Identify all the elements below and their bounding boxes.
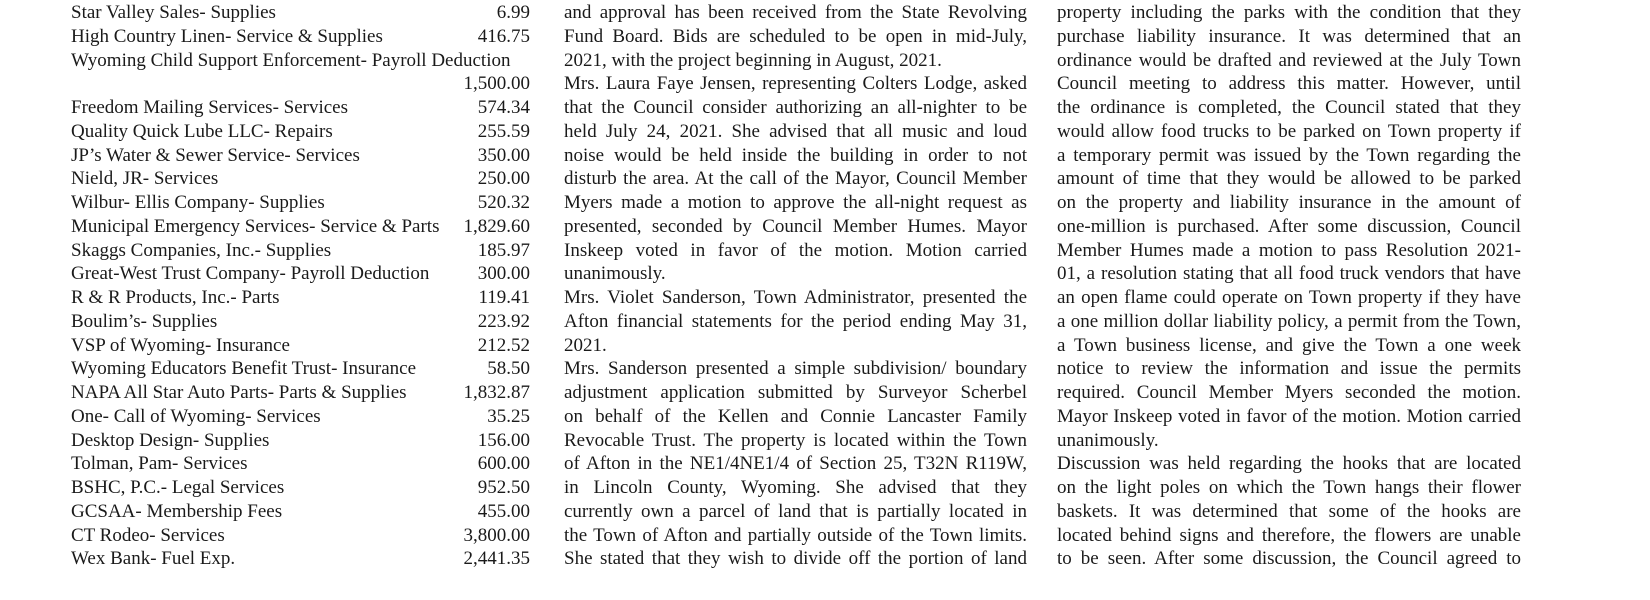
claim-amount: 223.92	[477, 310, 530, 332]
claim-vendor: CT Rodeo- Services	[71, 524, 225, 546]
claim-row	[71, 49, 530, 73]
text-line: Member Humes made a motion to pass Resolution 2021-	[1057, 239, 1521, 261]
text-line: Inskeep voted in favor of the motion. Motion carried	[564, 239, 1027, 261]
claim-vendor: R & R Products, Inc.- Parts	[71, 287, 280, 308]
text-line: ordinance would be drafted and reviewed at the July Town	[1057, 49, 1521, 71]
claim-row	[71, 334, 530, 358]
claim-vendor: GCSAA- Membership Fees	[71, 500, 283, 522]
text-line: presented, seconded by Council Member Humes. Mayor	[564, 215, 1027, 237]
text-line: 2021.	[564, 334, 607, 356]
text-line: on behalf of the Kellen and Connie Lancaster Family	[564, 405, 1027, 427]
claim-vendor: High Country Linen- Service & Supplies	[71, 25, 383, 47]
text-line: an open flame could operate on Town property if they have	[1057, 287, 1521, 308]
text-line: baskets. It was determined that some of the hooks are	[1057, 500, 1521, 522]
claim-amount: 952.50	[477, 477, 530, 498]
claim-amount: 520.32	[477, 192, 530, 213]
claim-row	[71, 357, 530, 381]
text-line: adjustment application submitted by Surveyor Scherbel	[564, 382, 1027, 403]
text-line: Discussion was held regarding the hooks that are located	[1057, 453, 1521, 475]
claim-amount: 1,832.87	[463, 382, 530, 403]
claim-row	[71, 405, 530, 429]
text-line: Mrs. Sanderson presented a simple subdivision/ boundary	[564, 358, 1027, 380]
claim-amount: 6.99	[496, 2, 530, 23]
claim-row	[71, 215, 530, 239]
claim-row	[71, 381, 530, 405]
claim-vendor: BSHC, P.C.- Legal Services	[71, 477, 285, 498]
claim-vendor: Freedom Mailing Services- Services	[71, 97, 349, 118]
claim-amount: 600.00	[477, 453, 530, 475]
text-line: amount of time that they would be allowed to be parked	[1057, 168, 1521, 190]
text-line: 01, a resolution stating that all food truck vendors that have	[1057, 263, 1521, 285]
text-line: noise would be held inside the building in order to not	[564, 144, 1027, 166]
claim-vendor: Wilbur- Ellis Company- Supplies	[71, 192, 325, 213]
claim-amount: 300.00	[477, 263, 530, 285]
text-line: notice to review the information and issue the permits	[1057, 358, 1521, 380]
claim-vendor: JP’s Water & Sewer Service- Services	[71, 144, 360, 166]
text-line: 2021, with the project beginning in August, 2021.	[564, 49, 942, 71]
claim-amount: 350.00	[477, 144, 530, 166]
text-line: She stated that they wish to divide off the portion of land	[564, 548, 1027, 570]
claim-vendor: Wex Bank- Fuel Exp.	[71, 548, 236, 570]
text-line: unanimously.	[564, 263, 666, 285]
claim-amount: 2,441.35	[463, 548, 530, 570]
text-line: purchase liability insurance. It was determined that an	[1057, 25, 1521, 47]
claim-row	[71, 120, 530, 144]
claim-vendor: Star Valley Sales- Supplies	[71, 2, 276, 23]
text-line: that the Council consider authorizing an all-nighter to be	[564, 97, 1027, 118]
claim-amount: 35.25	[487, 405, 530, 427]
text-line: a Town business license, and give the Town a one week	[1057, 334, 1521, 356]
claim-row	[71, 25, 530, 49]
claim-vendor: Municipal Emergency Services- Service & Parts	[71, 215, 440, 237]
claim-row	[71, 144, 530, 168]
claim-amount: 455.00	[477, 500, 530, 522]
claim-vendor: Skaggs Companies, Inc.- Supplies	[71, 239, 332, 261]
claim-amount: 416.75	[477, 25, 530, 47]
text-line: Mrs. Laura Faye Jensen, representing Colters Lodge, asked	[564, 73, 1027, 95]
minutes-column-2	[564, 1, 1027, 571]
claim-row	[71, 1, 530, 25]
text-line: required. Council Member Myers seconded the motion.	[1057, 382, 1521, 403]
claim-row	[71, 500, 530, 524]
text-line: in Lincoln County, Wyoming. She advised that they	[564, 477, 1027, 498]
claim-row	[71, 429, 530, 453]
claim-row	[71, 262, 530, 286]
text-line: the Town of Afton and partially outside of the Town limits.	[564, 524, 1027, 546]
claim-row	[71, 167, 530, 191]
claim-row	[71, 310, 530, 334]
text-line: the ordinance is completed, the Council stated that they	[1057, 97, 1521, 118]
text-line: property including the parks with the condition that they	[1057, 2, 1521, 23]
text-line: Council meeting to address this matter. However, until	[1057, 73, 1521, 95]
claim-row	[71, 286, 530, 310]
minutes-column-3	[1057, 1, 1521, 571]
claim-amount: 58.50	[487, 358, 530, 380]
text-line: a one million dollar liability policy, a permit from the Town,	[1057, 310, 1521, 332]
text-line: currently own a parcel of land that is partially located in	[564, 500, 1027, 522]
text-line: Revocable Trust. The property is located within the Town	[564, 429, 1027, 451]
text-line: disturb the area. At the call of the Mayor, Council Member	[564, 168, 1027, 190]
claim-vendor: Quality Quick Lube LLC- Repairs	[71, 120, 333, 142]
claim-vendor: Desktop Design- Supplies	[71, 429, 270, 451]
claim-amount: 156.00	[477, 429, 530, 451]
text-line: Mrs. Violet Sanderson, Town Administrator, presented the	[564, 287, 1027, 308]
text-line: Myers made a motion to approve the all-night request as	[564, 192, 1027, 213]
claim-vendor: VSP of Wyoming- Insurance	[71, 334, 290, 356]
text-line: Fund Board. Bids are scheduled to be open in mid-July,	[564, 25, 1027, 47]
text-line: located behind signs and therefore, the flowers are unable	[1057, 524, 1521, 546]
claim-amount: 185.97	[477, 239, 530, 261]
text-line: and approval has been received from the State Revolving	[564, 2, 1027, 23]
claim-amount: 255.59	[477, 120, 530, 142]
claim-vendor: Wyoming Educators Benefit Trust- Insurance	[71, 358, 417, 380]
claim-vendor: Tolman, Pam- Services	[71, 453, 248, 475]
claim-amount: 574.34	[477, 97, 530, 118]
claim-vendor: Great-West Trust Company- Payroll Deduction	[71, 263, 430, 285]
text-line: to be seen. After some discussion, the Council agreed to	[1057, 548, 1521, 570]
text-line: Afton financial statements for the period ending May 31,	[564, 310, 1027, 332]
text-line: Mayor Inskeep voted in favor of the motion. Motion carried	[1057, 405, 1521, 427]
claim-row	[71, 96, 530, 120]
claim-vendor: Wyoming Child Support Enforcement- Payroll Deduction	[71, 49, 511, 71]
text-line: on the light poles on which the Town hangs their flower	[1057, 477, 1521, 498]
claim-vendor: Nield, JR- Services	[71, 168, 219, 190]
claim-amount: 1,829.60	[463, 215, 530, 237]
claim-row	[71, 191, 530, 215]
claim-row	[71, 476, 530, 500]
claim-row	[71, 547, 530, 571]
text-line: unanimously.	[1057, 429, 1159, 451]
claim-amount: 250.00	[477, 168, 530, 190]
claim-amount: 119.41	[478, 287, 530, 308]
claim-vendor: Boulim’s- Supplies	[71, 310, 218, 332]
claim-row	[71, 452, 530, 476]
claim-amount: 1,500.00	[463, 73, 530, 95]
text-line: a temporary permit was issued by the Town regarding the	[1057, 144, 1521, 166]
text-line: on the property and liability insurance in the amount of	[1057, 192, 1521, 213]
text-line: held July 24, 2021. She advised that all music and loud	[564, 120, 1027, 142]
text-line: would allow food trucks to be parked on Town property if	[1057, 120, 1521, 142]
claim-row	[71, 524, 530, 548]
claim-vendor: One- Call of Wyoming- Services	[71, 405, 321, 427]
text-line: one-million is purchased. After some discussion, Council	[1057, 215, 1521, 237]
claim-vendor: NAPA All Star Auto Parts- Parts & Supplies	[71, 382, 407, 403]
claim-amount: 3,800.00	[463, 524, 530, 546]
claim-amount: 212.52	[477, 334, 530, 356]
claim-row	[71, 239, 530, 263]
claims-list	[71, 1, 530, 571]
claim-row	[71, 72, 530, 96]
text-line: of Afton in the NE1/4NE1/4 of Section 25, T32N R119W,	[564, 453, 1027, 475]
